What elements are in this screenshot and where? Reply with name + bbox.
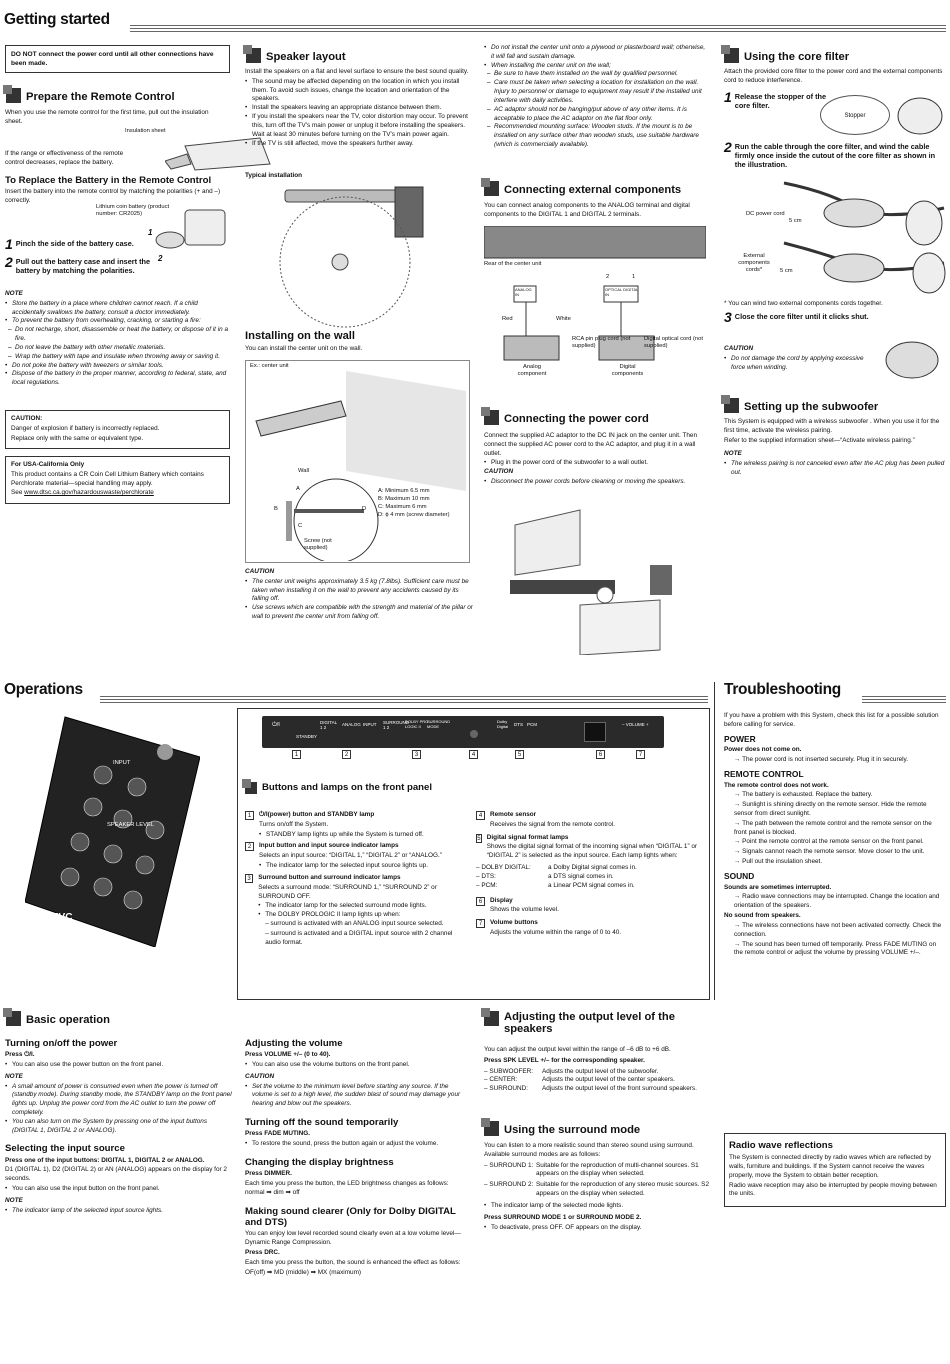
title-rule bbox=[130, 25, 946, 32]
dimension-list: A: Minimum 6.5 mm B: Maximum 10 mm C: Maximum 6 mm D: ϕ 4 mm (screw diameter) bbox=[378, 488, 450, 518]
usa-box: For USA-California Only This product contains a CR Coin Cell Lithium Battery which contains Perchlorate material—special handling may apply. See www.dtsc.ca.gov/hazardouswaste/perchlorate bbox=[5, 456, 230, 504]
section-icon bbox=[724, 48, 739, 63]
prepare-remote-heading: Prepare the Remote Control bbox=[6, 88, 175, 103]
remote-intro: When you use the remote control for the first time, pull out the insulation sheet. bbox=[5, 109, 209, 125]
core-step-2: 2 Run the cable through the core filter, and wind the cable firmly once inside the cutout of the core filter as shown in the illustration. bbox=[724, 139, 936, 169]
caution-box: CAUTION: Danger of explosion if battery is incorrectly replaced. Replace only with the same or equivalent type. bbox=[5, 410, 230, 449]
core-step-3: 3 Close the core filter until it clicks shut. bbox=[724, 309, 869, 325]
section-icon bbox=[724, 398, 739, 413]
wall-caution: CAUTION • The center unit weighs approximately 3.5 kg (7.8lbs). Sufficient care must be taken when installing it on the wall to prevent any accidents caused by its falling off. • Use screws which are compatible with the strength and material of the pillar or wall to prevent the center unit from falling off. bbox=[245, 568, 473, 622]
typical-installation-label: Typical installation bbox=[245, 172, 303, 179]
perchlorate-link[interactable]: www.dtsc.ca.gov/hazardouswaste/perchlorate bbox=[24, 489, 154, 497]
troubleshooting-title: Troubleshooting bbox=[724, 681, 841, 698]
front-panel-illustration: ⏻/I STANDBY DIGITAL 1 2 ANALOG INPUT SURROUND 1 2 DOLBY PRO LOGIC II SURROUND MODE Dolby Digital DTS PCM – VOLUME + bbox=[262, 716, 664, 748]
wall-figure: Ex.: center unit Wall A B C D Screw (not supplied) A: Minimum 6.5 mm B: Maximum 10 mm C: Maximum 6 mm D: ϕ 4 mm (screw diameter) bbox=[245, 360, 470, 563]
speaker-layout-text: Install the speakers on a flat and level surface to ensure the best sound quality. • The sound may be affected depending on the location in which you install them. To avoid such issues, change the location and orientation of the speakers. • Install the speakers leaving an appropriate distance between them. • If you install the speakers near the TV, color distortion may occur. To prevent this, turn off the TV's main power or unplug it before installing the speakers. Wait at least 30 minutes before turning on the TV's main power again. • If the TV is still affected, move the speakers further away. bbox=[245, 68, 473, 148]
replace-text: Insert the battery into the remote control by matching the polarities (+ and –) correctly. bbox=[5, 188, 221, 204]
external-figure: Rear of the center unit ANALOG IN OPTICAL DIGITAL IN 2 1 Red White RCA pin plug cord (not supplied) Digital optical cord (not supplied) Analog component Digital components bbox=[484, 226, 706, 386]
radio-wave-box: Radio wave reflections The System is connected directly by radio waves which are reflected by walls, furniture and buildings. If the System cannot receive the waves properly, move the System to obtain better reception. Radio wave reception may also be interrupted by people moving between the units. bbox=[724, 1133, 946, 1207]
buttons-list-left: 1 ⏻/I(power) button and STANDBY lamp Turns on/off the System. • STANDBY lamp lights up while the System is turned off. 2 Input button and input source indicator lamps Selects an input source: “DIGITAL 1,” “DIGITAL 2” or “ANALOG.” • The indicator lamp for the selected input source lights up. 3 Surround button and surround indicator lamps Selects a surround mode: “SURROUND 1,” “SURROUND 2” or SURROUND OFF. • The indicator lamp for the selected surround mode lights. • The DOLBY PROLOGIC II lamp lights up when: – surround is activated with an ANALOG input source selected. – surround is activated and a DIGITAL input source with 2 channel audio format. bbox=[245, 808, 465, 949]
warning-box: DO NOT connect the power cord until all other connections have been made. bbox=[5, 45, 230, 73]
buttons-lamps-heading: Buttons and lamps on the front panel bbox=[245, 782, 432, 794]
power-cord-heading: Connecting the power cord bbox=[484, 410, 649, 425]
remote-control-illustration: INPUT SPEAKER LEVEL JVC RM-STHBA1A bbox=[25, 712, 200, 947]
title-rule bbox=[862, 696, 946, 703]
surround-mode-heading: Using the surround mode bbox=[484, 1121, 640, 1136]
surround-mode-text: You can listen to a more realistic sound than stereo sound using surround. Available surround modes are as follows: – SURROUND 1: Suitable for the reproduction of multi-channel sources. S1 appears on the display when selected. – SURROUND 2: Suitable for the reproduction of any stereo music sources. S2 appears on the display when selected. • The indicator lamp of the selected mode lights. Press SURROUND MODE 1 or SURROUND MODE 2. • To deactivate, press OFF. OF appears on the display. bbox=[484, 1142, 709, 1232]
external-components-heading: Connecting external components bbox=[484, 181, 681, 196]
display-window bbox=[584, 722, 606, 742]
step-2: 2 Pull out the battery case and insert the battery by matching the polarities. bbox=[5, 254, 151, 275]
core-filter-heading: Using the core filter bbox=[724, 48, 849, 63]
core-filter-open-illustration bbox=[890, 88, 948, 143]
troubleshooting-list: If you have a problem with this System, check this list for a possible solution before calling for service. POWER Power does not come on. → The power cord is not inserted securely. Plug it in securely. REMOTE CONTROL The remote control does not work. → The battery is exhausted. Replace the battery. → Sunlight is shining directly on the remote sensor. Hide the remote sensor from direct sunlight. → The path between the remote control and the remote sensor on the front panel is blocked. → Point the remote control at the remote sensor on the front panel. → Signals cannot reach the remote sensor. Move closer to the unit. → Pull out the insulation sheet. SOUND Sounds are sometimes interrupted. → Radio wave connections may be interrupted. Change the location and orientation of the speakers. No sound from speakers. → The wireless connections have not been activated correctly. Check the connection. → The sound has been turned off temporarily. Press FADE MUTING on the remote control or adjust the volume by pressing VOLUME +/–. bbox=[724, 712, 942, 957]
core-footnote: * You can wind two external components cords together. bbox=[724, 300, 883, 307]
section-icon bbox=[484, 1011, 499, 1026]
section-icon bbox=[6, 88, 21, 103]
figure-number-2: 2 bbox=[158, 254, 163, 263]
section-icon bbox=[6, 1011, 21, 1026]
core-step-1: 1 Release the stopper of the core filter. bbox=[724, 89, 827, 110]
output-level-heading: Adjusting the output level of the speakers bbox=[484, 1011, 709, 1036]
speaker-layout-heading: Speaker layout bbox=[246, 48, 346, 63]
operations-title: Operations bbox=[4, 681, 83, 698]
remote-sensor bbox=[470, 730, 478, 738]
typical-installation-figure bbox=[245, 182, 475, 332]
output-level-text: You can adjust the output level within the range of –6 dB to +6 dB. Press SPK LEVEL +/– for the corresponding speaker. – SUBWOOFER: Adjusts the output level of the subwoofer. – CENTER: Adjusts the output level of the center speakers. – SURROUND: Adjusts the output level of the front surround speakers. bbox=[484, 1046, 697, 1093]
getting-started-title: Getting started bbox=[4, 11, 110, 28]
battery-label: Lithium coin battery (product number: CR2025) bbox=[96, 204, 170, 217]
section-icon bbox=[484, 181, 499, 196]
stopper-callout: Stopper bbox=[820, 95, 890, 135]
core-filter-figure: DC power cord 5 cm External components cords* 5 cm bbox=[724, 178, 948, 298]
subwoofer-text: This System is equipped with a wireless subwoofer . When you use it for the first time, activate the wireless pairing. Refer to the supplied information sheet—“Activate wireless pairing.” NOTE • The wireless pairing is not canceled even after the AC plug has been pulled out. bbox=[724, 418, 946, 478]
section-icon bbox=[484, 410, 499, 425]
section-icon bbox=[484, 1121, 499, 1136]
core-filter-intro: Attach the provided core filter to the power cord and the external components cord to reduce interference. bbox=[724, 68, 943, 84]
core-caution: CAUTION • Do not damage the cord by applying excessive force when winding. bbox=[724, 345, 872, 372]
buttons-list-right: 4 Remote sensor Receives the signal from the remote control. 5 Digital signal format lamps Shows the digital signal format of the incoming signal when “DIGITAL 1” or “DIGITAL 2” is selected as the input source. Each lamp lights when: – DOLBY DIGITAL: a Dolby Digital signal comes in. – DTS: a DTS signal comes in. – PCM: a Linear PCM signal comes in. 6 Display Shows the volume level. 7 Volume buttons Adjusts the volume within the range of 0 to 40. bbox=[476, 811, 698, 937]
power-cord-text: Connect the supplied AC adaptor to the DC IN jack on the center unit. Then connect the supplied AC power cord to the AC adaptor, and plug it in a wall outlet. • Plug in the power cord of the subwoofer to a wall outlet. CAUTION • Disconnect the power cords before cleaning or moving the speakers. bbox=[484, 432, 706, 487]
installing-wall-heading: Installing on the wall bbox=[245, 330, 356, 342]
replace-battery-heading: To Replace the Battery in the Remote Control bbox=[5, 175, 212, 186]
section-icon bbox=[246, 48, 261, 63]
figure-number-1: 1 bbox=[148, 228, 153, 237]
external-intro: You can connect analog components to the ANALOG terminal and digital components to the DIGITAL 1 and DIGITAL 2 terminals. bbox=[484, 202, 690, 218]
section-divider bbox=[714, 682, 715, 1000]
battery-notes: NOTE • Store the battery in a place where children cannot reach. If a child accidentally swallows the battery, consult a doctor immediately. • To prevent the battery from overheating, cracking, or starting a fire: – Do not recharge, short, disassemble or heat the battery, or dispose of it in a fire. – Do not leave the battery with other metallic materials. – Wrap the battery with tape and insulate when throwing away or saving it. • Do not poke the battery with tweezers or similar tools. • Dispose of the battery in the proper manner, according to federal, state, and local regulations. bbox=[5, 290, 230, 388]
panel-callout-numbers: 1 2 3 4 5 6 7 bbox=[262, 750, 664, 762]
core-filter-closed-illustration bbox=[880, 335, 945, 385]
step-1: 1 Pinch the side of the battery case. bbox=[5, 236, 134, 252]
basic-operation-text: Turning on/off the power Press ⏻/I. • You can also use the power button on the front panel. NOTE • A small amount of power is consumed even when the power is turned off (standby mode). During standby mode, the STANDBY lamp on the front panel lights up. Unplug the power cord from the AC outlet to turn the power off completely. • You can also turn on the System by pressing one of the input buttons (DIGITAL 1, DIGITAL 2 or ANALOG). Selecting the input source Press one of the input buttons: DIGITAL 1, DIGITAL 2 or ANALOG. D1 (DIGITAL 1), D2 (DIGITAL 2) or AN (ANALOG) appears on the display for 2 seconds. • You can also use the input button on the front panel. NOTE • The indicator lamp of the selected input source lights. bbox=[5, 1038, 233, 1215]
volume-and-features-text: Adjusting the volume Press VOLUME +/– (0 to 40). • You can also use the volume buttons on the front panel. CAUTION • Set the volume to the minimum level before starting any source. If the volume is set to a high level, the sudden blast of sound may damage your hearing and blow out the speakers. Turning off the sound temporarily Press FADE MUTING. • To restore the sound, press the button again or adjust the volume. Changing the display brightness Press DIMMER. Each time you press the button, the LED brightness changes as follows: normal ➡ dim ➡ off Making sound clearer (Only for Dolby DIGITAL and DTS) You can enjoy low level recorded sound clearly even at a low volume level—Dynamic Range Compression. Press DRC. Each time you press the button, the sound is enhanced the effect as follows: OF(off) ➡ MD (middle) ➡ MX (maximum) bbox=[245, 1038, 470, 1278]
living-room-illustration bbox=[510, 505, 690, 655]
section-icon bbox=[245, 782, 257, 794]
range-text: If the range or effectiveness of the remote control decreases, replace the battery. bbox=[5, 150, 124, 166]
title-rule bbox=[100, 696, 708, 703]
installing-wall-intro: You can install the center unit on the wall. bbox=[245, 345, 363, 352]
subwoofer-heading: Setting up the subwoofer bbox=[724, 398, 878, 413]
wall-install-notes: • Do not install the center unit onto a plywood or plasterboard wall; otherwise, it will fall and sustain damage. • When installing the center unit on the wall; – Be sure to have them installed on the wall by qualified personnel. – Care must be taken when selecting a location for installation on the wall. Injury to personnel or damage to equipment may result if the installed unit interfere with daily activities. – AC adaptor should not be hanging/put above of any other items. It is acceptable to place the AC adaptor on the flat floor only. – Recommended mounting surface: Wooden studs. If the mount is to be installed on any surface other than wooden studs, use suitable hardware (which is commercially available). bbox=[484, 44, 709, 150]
basic-operation-heading: Basic operation bbox=[6, 1011, 110, 1026]
